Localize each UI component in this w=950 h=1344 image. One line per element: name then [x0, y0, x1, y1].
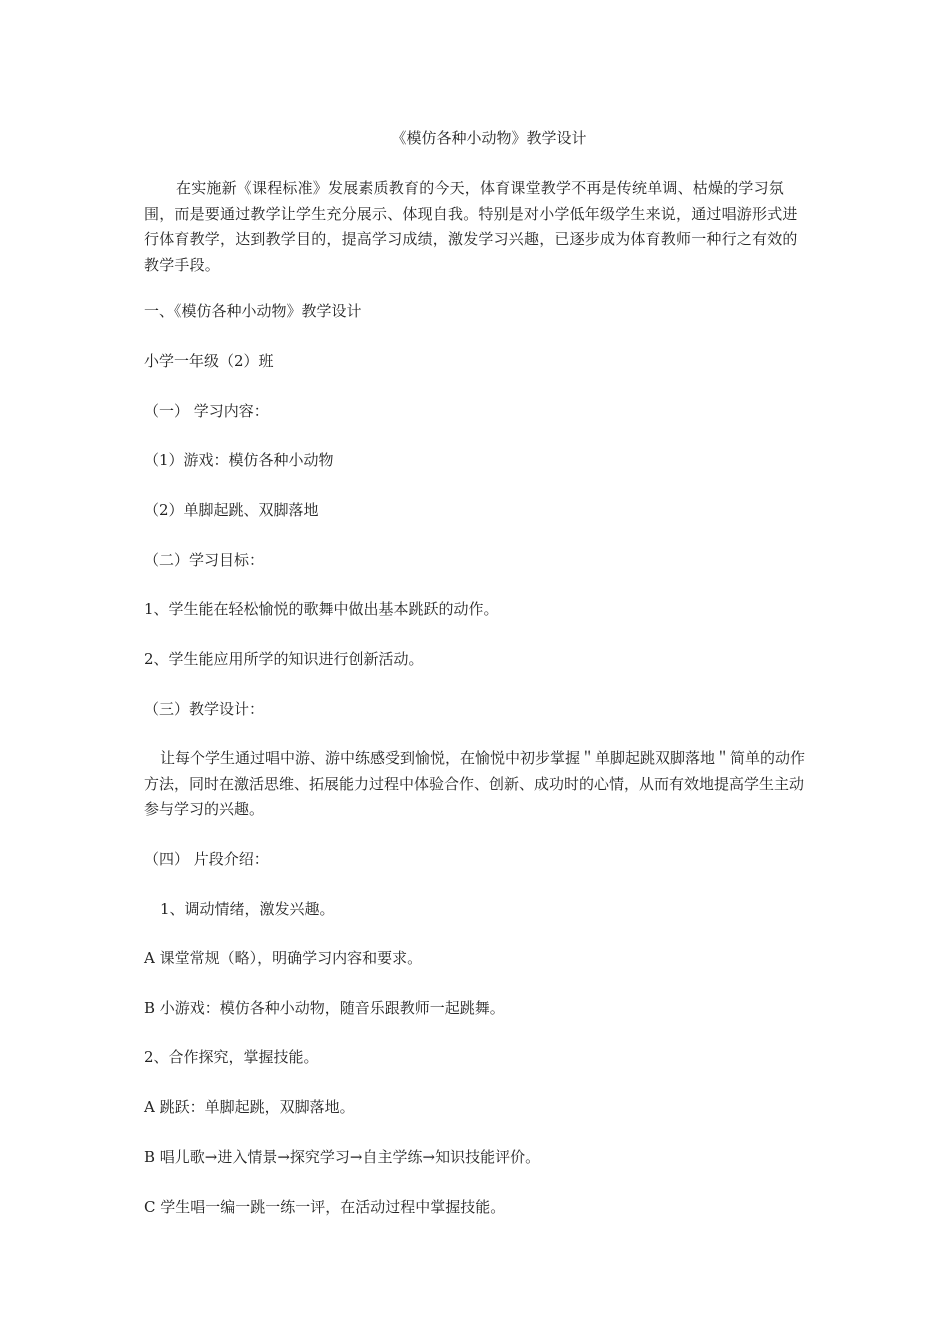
- goal-2: 2、学生能应用所学的知识进行创新活动。: [144, 650, 424, 668]
- content-item-2: （2）单脚起跳、双脚落地: [144, 501, 319, 519]
- document-title: 《模仿各种小动物》教学设计: [391, 129, 587, 147]
- segment1-item-a: A 课堂常规（略），明确学习内容和要求。: [144, 949, 423, 967]
- segment2-heading: 2、合作探究，掌握技能。: [144, 1048, 319, 1066]
- goals-heading: （二）学习目标：: [144, 551, 265, 569]
- segment2-item-c: C 学生唱一编一跳一练一评，在活动过程中掌握技能。: [144, 1198, 506, 1216]
- segment2-item-a: A 跳跃：单脚起跳，双脚落地。: [144, 1098, 355, 1116]
- segment2-item-b: B 唱儿歌→进入情景→探究学习→自主学练→知识技能评价。: [144, 1148, 541, 1166]
- content-item-1: （1）游戏：模仿各种小动物: [144, 451, 334, 469]
- intro-paragraph: 在实施新《课程标准》发展素质教育的今天，体育课堂教学不再是传统单调、枯燥的学习氛围，而是要通过教学让学生充分展示、体现自我。特别是对小学低年级学生来说，通过唱游形式进行体育教学，达到教学目的，提高学习成绩，激发学习兴趣，已逐步成为体育教师一种行之有效的教学手段。: [144, 179, 798, 274]
- section1-heading: 一、《模仿各种小动物》教学设计: [144, 302, 362, 320]
- class-line: 小学一年级（2）班: [144, 352, 274, 370]
- goal-1: 1、学生能在轻松愉悦的歌舞中做出基本跳跃的动作。: [144, 600, 499, 618]
- segments-heading: （四） 片段介绍：: [144, 850, 269, 868]
- design-paragraph: 让每个学生通过唱中游、游中练感受到愉悦，在愉悦中初步掌握＂单脚起跳双脚落地＂简单的动作方法，同时在激活思维、拓展能力过程中体验合作、创新、成功时的心情，从而有效地提高学生主动参与学习的兴趣。: [144, 749, 806, 818]
- segment1-heading: 1、调动情绪，激发兴趣。: [160, 900, 335, 918]
- design-heading: （三）教学设计：: [144, 700, 265, 718]
- segment1-item-b: B 小游戏：模仿各种小动物，随音乐跟教师一起跳舞。: [144, 999, 505, 1017]
- content-heading: （一） 学习内容：: [144, 402, 269, 420]
